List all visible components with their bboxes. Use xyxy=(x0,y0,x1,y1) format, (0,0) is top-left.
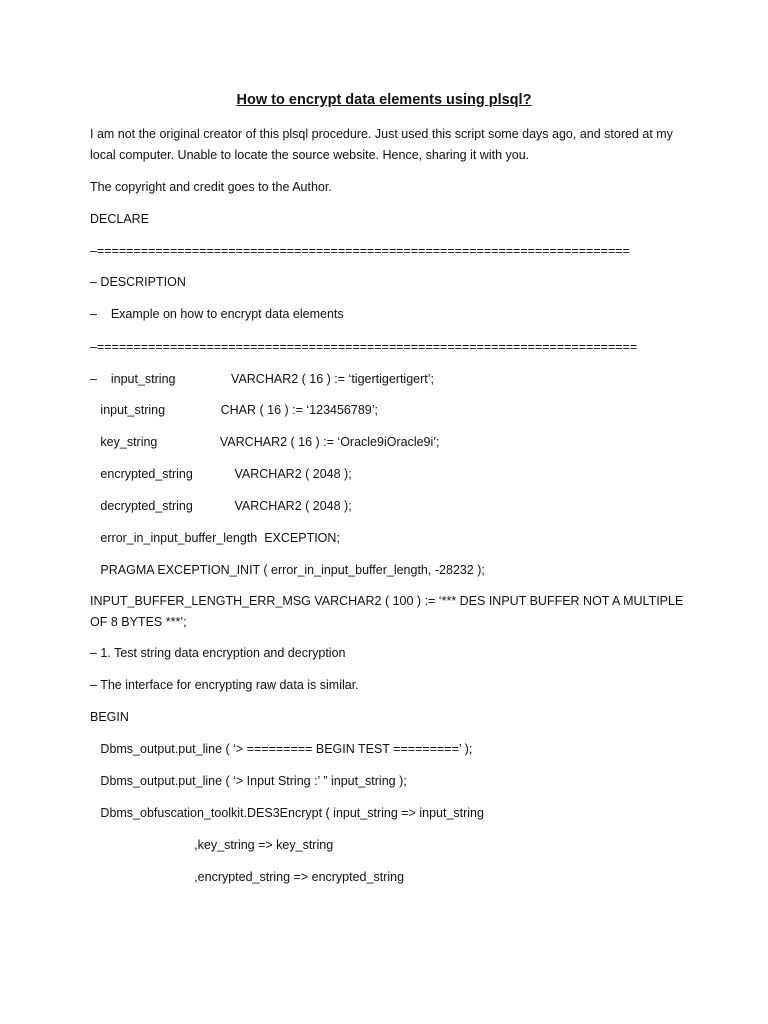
code-line-separator-1: –========================================================================= xyxy=(90,244,630,258)
code-line-des3encrypt: Dbms_obfuscation_toolkit.DES3Encrypt ( input_string => input_string xyxy=(90,806,484,820)
code-line-declare: DECLARE xyxy=(90,212,150,226)
intro-paragraph: I am not the original creator of this plsql procedure. Just used this script some days ago, and stored at my local computer. Unable to locate the source website. Hence, sharing it with you. xyxy=(90,127,673,162)
code-line-exception: error_in_input_buffer_length EXCEPTION; xyxy=(90,531,340,545)
code-line-input-string-comment: – input_string VARCHAR2 ( 16 ) := ‘tigertigertigert’; xyxy=(90,372,434,386)
code-line-input-string: input_string CHAR ( 16 ) := ‘123456789’; xyxy=(90,403,378,417)
document-title: How to encrypt data elements using plsql? xyxy=(236,92,532,108)
copyright-line: The copyright and credit goes to the Author. xyxy=(90,180,332,194)
code-line-separator-2: –========================================================================== xyxy=(90,340,638,354)
code-line-encrypted-string-arg: ,encrypted_string => encrypted_string xyxy=(90,870,405,884)
code-line-put-line-input: Dbms_output.put_line ( ‘> Input String :’ ” input_string ); xyxy=(90,774,407,788)
code-line-test-comment: – 1. Test string data encryption and decryption xyxy=(90,646,346,660)
code-line-input-buffer-err-msg: INPUT_BUFFER_LENGTH_ERR_MSG VARCHAR2 ( 100 ) := ‘*** DES INPUT BUFFER NOT A MULTIPLE OF 8 BYTES ***’; xyxy=(90,594,684,629)
code-line-begin: BEGIN xyxy=(90,710,129,724)
code-line-key-string: key_string VARCHAR2 ( 16 ) := ‘Oracle9iOracle9i’; xyxy=(90,435,440,449)
code-line-interface-comment: – The interface for encrypting raw data is similar. xyxy=(90,678,359,692)
code-line-key-string-arg: ,key_string => key_string xyxy=(90,838,334,852)
code-line-description: – DESCRIPTION xyxy=(90,275,186,289)
code-line-example: – Example on how to encrypt data elements xyxy=(90,307,344,321)
code-line-encrypted-string: encrypted_string VARCHAR2 ( 2048 ); xyxy=(90,467,352,481)
code-line-put-line-begin: Dbms_output.put_line ( ‘> ========= BEGIN TEST =========’ ); xyxy=(90,742,473,756)
code-line-decrypted-string: decrypted_string VARCHAR2 ( 2048 ); xyxy=(90,499,352,513)
code-line-pragma: PRAGMA EXCEPTION_INIT ( error_in_input_buffer_length, -28232 ); xyxy=(90,563,485,577)
